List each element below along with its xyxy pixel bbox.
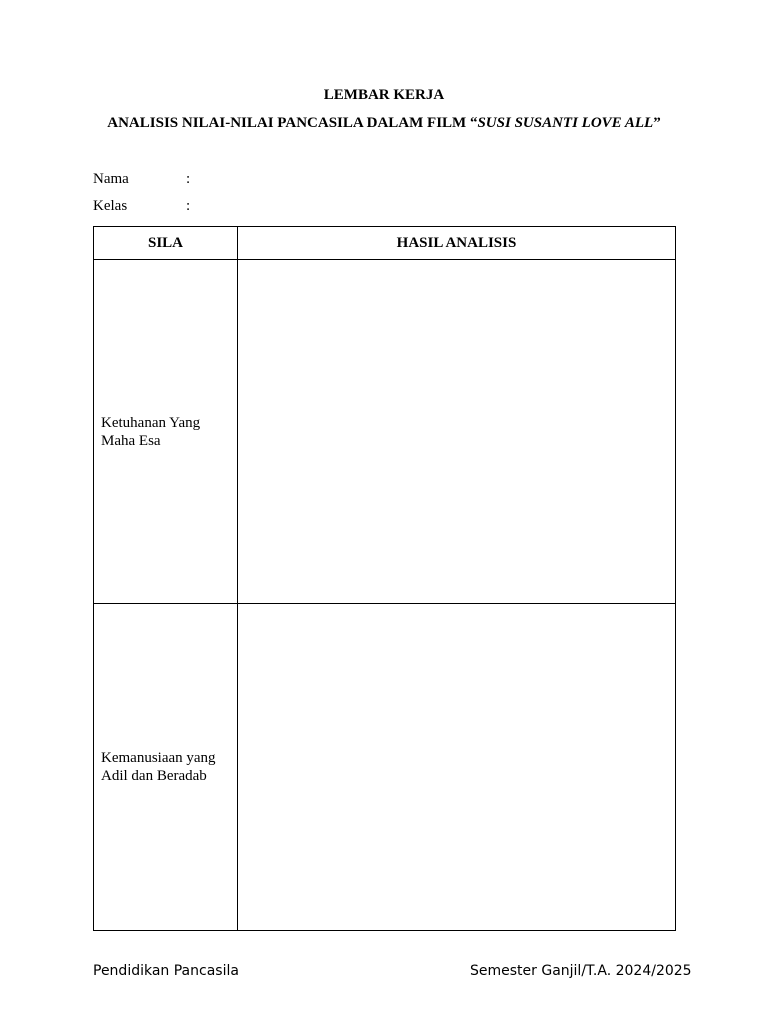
kelas-field bbox=[93, 198, 190, 215]
header-sila: SILA bbox=[94, 227, 238, 260]
page-title: LEMBAR KERJA bbox=[323, 87, 445, 103]
footer-subject: Pendidikan Pancasila bbox=[93, 963, 239, 979]
hasil-cell[interactable] bbox=[238, 604, 676, 931]
kelas-label: Kelas bbox=[93, 198, 128, 214]
header-hasil-analisis: HASIL ANALISIS bbox=[238, 227, 676, 260]
footer-semester: Semester Ganjil/T.A. 2024/2025 bbox=[470, 963, 692, 979]
sila-cell bbox=[94, 260, 238, 604]
kelas-separator: : bbox=[186, 198, 191, 214]
page-subtitle bbox=[0, 115, 768, 132]
sila-line: Adil dan Beradab bbox=[101, 768, 207, 784]
sila-line: Maha Esa bbox=[101, 432, 161, 449]
film-title: SUSI SUSANTI LOVE ALL bbox=[477, 115, 654, 131]
subtitle-prefix: ANALISIS NILAI-NILAI PANCASILA DALAM FILM “ bbox=[107, 115, 478, 131]
subtitle-suffix: ” bbox=[653, 115, 661, 131]
nama-label: Nama bbox=[93, 171, 129, 187]
analysis-table bbox=[93, 226, 676, 931]
table-row bbox=[94, 260, 676, 604]
sila-line: Kemanusiaan yang bbox=[101, 750, 216, 766]
table-row bbox=[94, 604, 676, 931]
table-header-row bbox=[94, 227, 676, 260]
nama-separator: : bbox=[186, 171, 191, 187]
hasil-cell[interactable] bbox=[238, 260, 676, 604]
sila-cell bbox=[94, 604, 238, 931]
sila-line: Ketuhanan Yang bbox=[101, 414, 201, 431]
nama-field bbox=[93, 171, 190, 188]
